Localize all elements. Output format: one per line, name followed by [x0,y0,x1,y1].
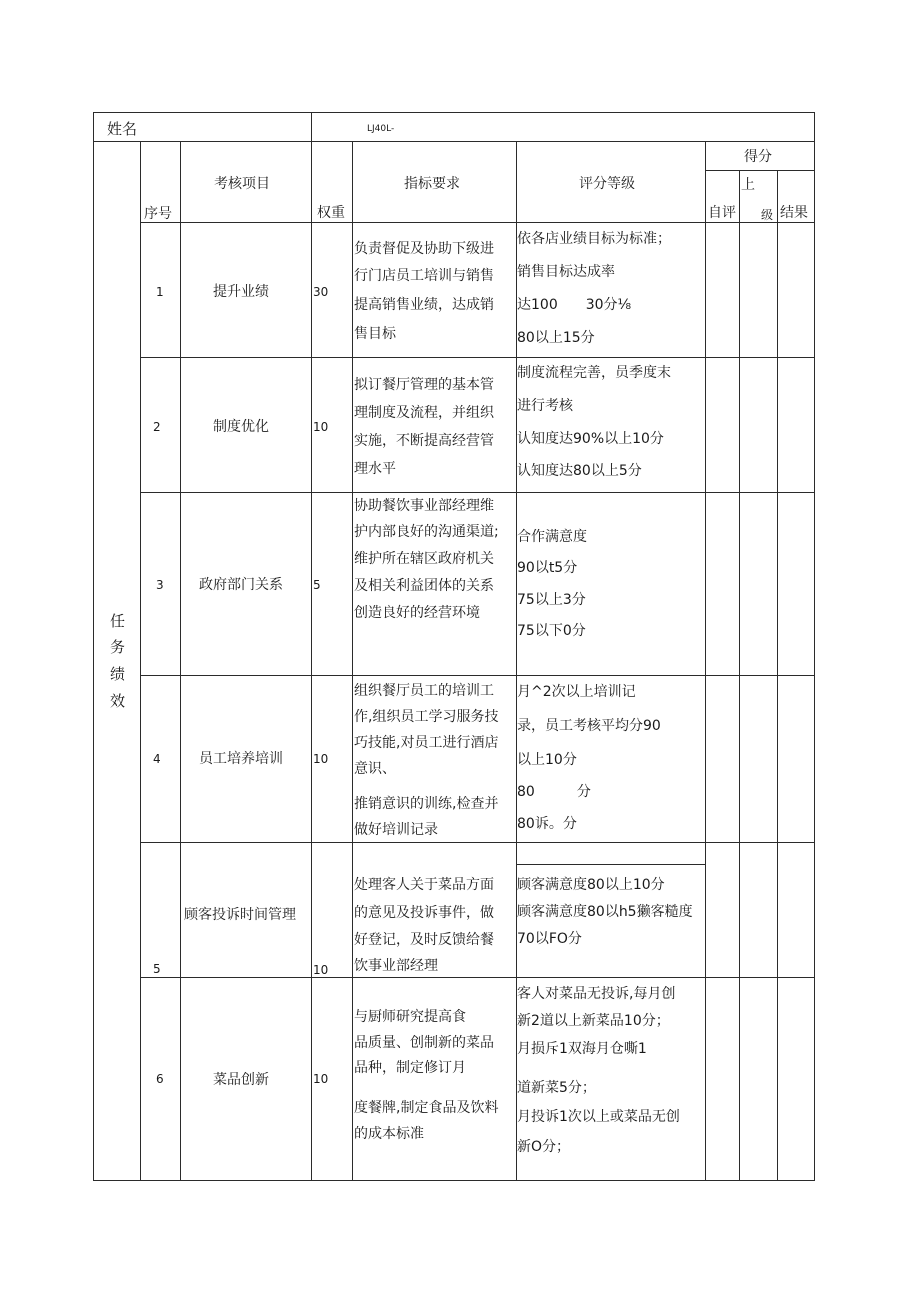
rule-section [140,141,141,1181]
rule-score-split [705,170,815,171]
row-4-req-line: 作,组织员工学习服务技 [354,709,499,725]
rule-left [93,112,94,1181]
row-2-item: 制度优化 [213,419,269,435]
row-3-grade-line: 75以下0分 [517,623,586,639]
row-5-grade-line: 顾客满意度80以h5獭客糙度 [517,904,693,920]
row-5-req-line: 处理客人关于菜品方面 [354,877,494,893]
row-4-grade-line: 80 分 [517,784,591,800]
col-superior-top: 上 [741,177,755,193]
row-6-req-line: 品种，制定修订月 [354,1060,466,1076]
row-4-score-self[interactable] [706,676,739,842]
row-4-req-line: 做好培训记录 [354,822,438,838]
row-1-req-line: 售目标 [354,326,396,342]
row-6-grade-line: 道新菜5分； [517,1080,596,1096]
col-grade: 评分等级 [579,176,635,192]
rule-right [814,112,815,1181]
row-4-req-line: 巧技能,对员工进行酒店 [354,735,499,751]
row-1-grade-line: 依各店业绩目标为标准； [517,231,671,247]
row-4-score-result[interactable] [778,676,814,842]
row-4-grade-line: 录，员工考核平均分90 [517,718,661,734]
row-6-grade-line: 月投诉1次以上或菜品无创 [517,1109,680,1125]
row-1-req-line: 行门店员工培训与销售 [354,268,494,284]
row-2-grade-line: 认知度达80以上5分 [517,463,642,479]
row-6-req-line: 与厨师研究提高食 [354,1009,466,1025]
row-1-score-superior[interactable] [740,223,777,357]
row-3-req-line: 护内部良好的沟通渠道; [354,524,499,540]
row-4-req-line: 意识、 [354,761,396,777]
row-6-grade-line: 新2道以上新菜品10分； [517,1013,670,1029]
row-1-grade-line: 达100 30分⅛ [517,297,632,313]
row-3-score-result[interactable] [778,493,814,675]
row-1-score-self[interactable] [706,223,739,357]
row-3-weight[interactable]: 5 [313,578,321,592]
row-5-score-result[interactable] [778,843,814,977]
row-6-score-result[interactable] [778,978,814,1180]
row-5-req-line: 好登记，及时反馈给餐 [354,932,494,948]
row-4-score-superior[interactable] [740,676,777,842]
row-1-weight[interactable]: 30 [313,285,329,299]
row-4-item: 员工培养培训 [199,751,283,767]
col-score: 得分 [744,149,772,165]
row-2-score-superior[interactable] [740,358,777,492]
name-label: 姓名 [107,120,138,138]
row-2-req-line: 拟订餐厅管理的基本管 [354,377,494,393]
rule-weight [352,141,353,1181]
row-3-grade-line: 合作满意度 [517,529,587,545]
rule-seq [180,141,181,1181]
row-3-score-self[interactable] [706,493,739,675]
row-5-req-line: 的意见及投诉事件，做 [354,905,494,921]
row-1-grade-line: 80以上15分 [517,330,595,346]
row-3-score-superior[interactable] [740,493,777,675]
row-3-grade-line: 75以上3分 [517,592,586,608]
row-6-score-self[interactable] [706,978,739,1180]
rule-top [93,112,815,113]
row-4-grade-line: 月^2次以上培训记 [517,684,636,700]
row-6-req-line: 度餐牌,制定食品及饮料 [354,1100,499,1116]
rule-bottom [93,1180,815,1181]
row-6-item: 菜品创新 [213,1072,269,1088]
row-6-req-line: 品质量、创制新的菜品 [354,1035,494,1051]
row-3-req-line: 协助餐饮事业部经理维 [354,498,494,514]
section-char-1: 任 [110,612,126,630]
row-6-score-superior[interactable] [740,978,777,1180]
row-5-req-line: 饮事业部经理 [354,958,438,974]
row-6-grade-line: 月损斥1双海月仓嘶1 [517,1041,647,1057]
row-4-weight[interactable]: 10 [313,752,329,766]
row-4-grade-line: 以上10分 [517,752,577,768]
row-3-seq: 3 [156,578,164,592]
row-5-score-self[interactable] [706,843,739,977]
row-5-grade-line: 70以FO分 [517,931,582,947]
row-1-item: 提升业绩 [213,284,269,300]
row-4-grade-line: 80诉。分 [517,816,577,832]
row-3-req-line: 创造良好的经营环境 [354,605,480,621]
rule-header-bottom [93,141,815,142]
row-5-item: 顾客投诉时间管理 [184,907,296,923]
row-2-seq: 2 [153,420,161,434]
row-1-req-line: 提高销售业绩，达成销 [354,297,494,313]
rule-name [311,112,312,1181]
row-2-grade-line: 进行考核 [517,398,573,414]
row-6-grade-line: 客人对菜品无投诉,每月创 [517,986,676,1002]
col-seq: 序号 [144,206,172,222]
row-3-grade-line: 90以t5分 [517,560,578,576]
row-3-req-line: 维护所在辖区政府机关 [354,551,494,567]
col-requirement: 指标要求 [404,176,460,192]
name-value[interactable]: LJ40L- [367,124,395,134]
section-char-4: 效 [110,692,126,710]
section-char-3: 绩 [110,665,126,683]
row-2-weight[interactable]: 10 [313,420,329,434]
rule-row5-inner [516,864,705,865]
col-weight: 权重 [317,205,345,221]
row-5-seq: 5 [153,962,161,976]
row-2-req-line: 实施，不断提高经营管 [354,433,494,449]
col-superior-bottom: 级 [761,208,774,222]
row-1-grade-line: 销售目标达成率 [517,264,615,280]
row-2-score-self[interactable] [706,358,739,492]
col-self: 自评 [708,205,736,221]
row-2-score-result[interactable] [778,358,814,492]
row-6-seq: 6 [156,1072,164,1086]
row-2-grade-line: 制度流程完善，员季度末 [517,365,671,381]
col-result: 结果 [780,205,808,221]
row-2-req-line: 理水平 [354,461,396,477]
row-2-req-line: 理制度及流程，并组织 [354,405,494,421]
row-2-grade-line: 认知度达90%以上10分 [517,431,664,447]
row-5-score-superior[interactable] [740,843,777,977]
row-4-seq: 4 [153,752,161,766]
row-6-weight[interactable]: 10 [313,1072,329,1086]
row-4-req-line: 组织餐厅员工的培训工 [354,683,494,699]
row-1-score-result[interactable] [778,223,814,357]
row-3-item: 政府部门关系 [199,577,283,593]
row-1-seq: 1 [156,285,164,299]
row-5-grade-line: 顾客满意度80以上10分 [517,877,665,893]
row-5-weight[interactable]: 10 [313,963,329,977]
row-6-grade-line: 新O分； [517,1139,571,1155]
section-char-2: 务 [110,638,126,656]
row-1-req-line: 负责督促及协助下级进 [354,241,494,257]
row-4-req-line: 推销意识的训练,检查并 [354,796,499,812]
row-6-req-line: 的成本标准 [354,1126,424,1142]
row-3-req-line: 及相关利益团体的关系 [354,578,494,594]
col-item: 考核项目 [214,176,270,192]
